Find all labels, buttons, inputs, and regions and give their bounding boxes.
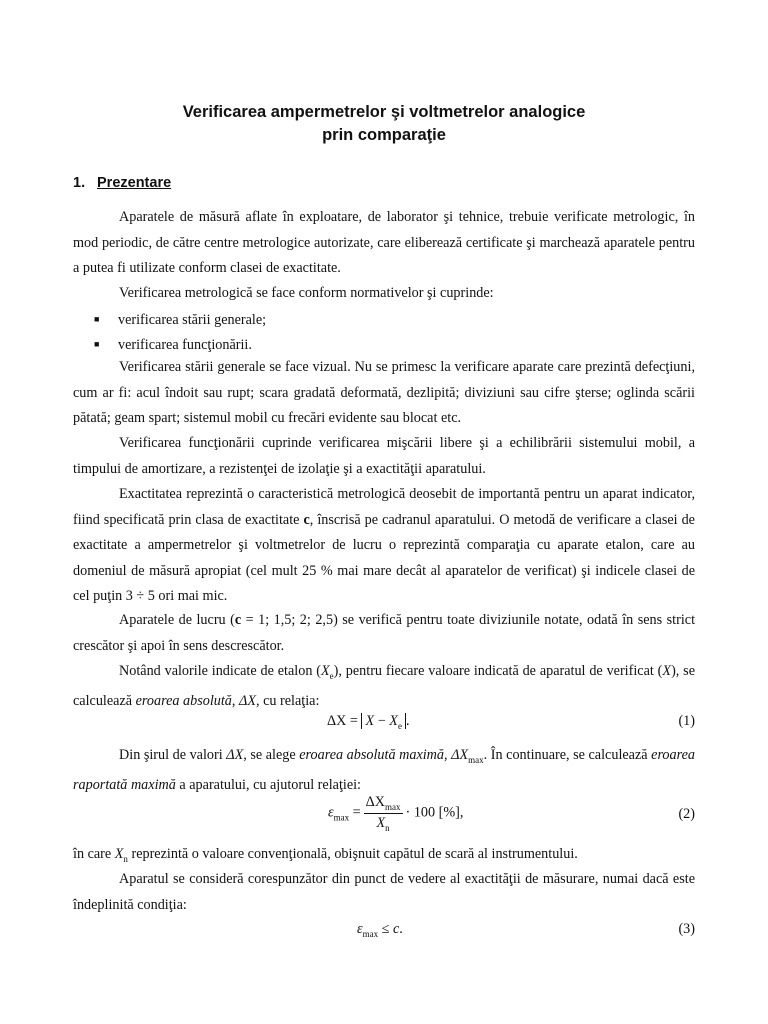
eq2-num: ΔX <box>365 794 386 810</box>
paragraph-1 <box>73 205 695 282</box>
eq2-epsilon: ε <box>328 804 334 821</box>
symbol-x: X <box>114 846 124 862</box>
eq1-xe: X <box>389 713 398 729</box>
paragraph-6-text: Aparatele de lucru ( <box>119 612 235 628</box>
eq1-equals: = <box>349 713 358 729</box>
symbol-delta-x: ΔX <box>451 747 469 763</box>
list-item <box>94 334 252 355</box>
eq1-lhs: ΔX <box>327 713 347 729</box>
eq3-end: . <box>399 921 403 937</box>
eq3-epsilon-sub: max <box>362 928 379 939</box>
eq3-le: ≤ <box>381 921 390 937</box>
equation-number: (1) <box>678 713 695 729</box>
paragraph-3 <box>73 355 695 432</box>
bullet-icon: ■ <box>94 314 100 324</box>
section-heading <box>73 173 171 193</box>
eq1-xe-sub: e <box>397 720 402 731</box>
paragraph-7 <box>73 659 695 715</box>
eq1-x: X <box>365 713 375 729</box>
paragraph-6 <box>73 608 695 659</box>
eq2-den-sub: n <box>385 822 390 833</box>
symbol-delta-x: ΔX <box>239 693 256 710</box>
paragraph-5-text: Exactitatea reprezintă o caracteristică metrologică deosebit de importantă pentru un aparat indicator, fiind specificată prin clasa de exactitate <box>73 486 695 528</box>
paragraph-9-text-end: reprezintă o valoare convenţională, obişnuit capătul de scară al instrumentului. <box>127 846 578 862</box>
term-absolute-error: eroarea absolută <box>135 693 232 710</box>
list-item-text: verificarea stării generale; <box>118 312 267 328</box>
title-line-2: prin comparaţie <box>322 126 446 144</box>
equation-number: (2) <box>678 806 695 822</box>
paragraph-6-text-cont: = 1; 1,5; 2; 2,5) se verifică pentru toate diviziunile notate, odată în sens strict crescător şi apoi în sens descrescător. <box>73 612 696 654</box>
subscript-e: e <box>329 670 334 681</box>
eq2-epsilon-sub: max <box>333 812 350 823</box>
list-item <box>94 309 266 330</box>
document-title <box>0 101 768 147</box>
eq2-times: · <box>405 804 411 821</box>
eq2-num-sub: max <box>385 801 401 812</box>
paragraph-8-text-cont: , se alege <box>243 747 300 763</box>
equation-3 <box>73 921 695 961</box>
eq1-minus: − <box>377 713 386 729</box>
paragraph-10-text: Aparatul se consideră corespunzător din punct de vedere al exactităţii de măsurare, numai dacă este îndeplinită condiţia: <box>73 871 695 913</box>
paragraph-5 <box>73 482 695 610</box>
paragraph-9-text: în care <box>73 846 115 862</box>
bullet-icon: ■ <box>94 339 100 349</box>
section-name: Prezentare <box>97 175 172 191</box>
equation-1-body <box>327 713 409 731</box>
term-max-absolute-error: eroarea absolută maximă <box>299 747 445 763</box>
separator: , <box>231 693 239 710</box>
paragraph-3-text: Verificarea stării generale se face vizual. Nu se primesc la verificare aparate care prezintă defecţiuni, cum ar fi: acul îndoit sau rupt; scara gradată deformată, dezlipită; diviziuni sau cifre şterse; oglinda scării pătată; geam spart; sistemul mobil cu frecări evidente sau blocat etc. <box>73 359 695 426</box>
equation-2 <box>73 794 695 834</box>
eq3-c: c <box>392 921 400 937</box>
equation-number: (3) <box>678 921 695 937</box>
title-line-1: Verificarea ampermetrelor şi voltmetrelor analogice <box>182 103 586 121</box>
symbol-x: X <box>320 663 330 679</box>
absolute-value <box>361 713 405 729</box>
class-symbol: c <box>303 511 310 528</box>
subscript-max: max <box>468 754 484 765</box>
paragraph-8-text-cont: . În continuare, se calculează <box>483 747 652 763</box>
eq2-equals: = <box>352 804 361 821</box>
class-symbol: c <box>234 612 242 628</box>
paragraph-7-text-cont: ), se calculează <box>73 663 695 710</box>
subscript-n: n <box>123 853 128 864</box>
eq3-epsilon: ε <box>357 921 363 937</box>
fraction <box>364 794 403 833</box>
paragraph-8-text-end: a aparatului, cu ajutorul relaţiei: <box>175 777 362 794</box>
paragraph-2-text: Verificarea metrologică se face conform normativelor şi cuprinde: <box>119 285 494 301</box>
symbol-delta-x: ΔX <box>226 747 244 763</box>
eq1-end: . <box>405 713 410 729</box>
eq2-unit: [%], <box>438 804 464 821</box>
paragraph-7-text: Notând valorile indicate de etalon ( <box>119 663 321 679</box>
paragraph-8 <box>73 743 695 799</box>
fraction-numerator <box>364 794 403 814</box>
eq2-hundred: 100 <box>413 804 436 821</box>
section-number: 1. <box>73 175 86 191</box>
paragraph-7-text-end: , cu relaţia: <box>256 693 320 710</box>
equation-2-body <box>328 794 463 833</box>
list-item-text: verificarea funcţionării. <box>118 337 252 353</box>
paragraph-7-text-cont: ), pentru fiecare valoare indicată de aparatul de verificat ( <box>333 663 663 679</box>
separator: , <box>444 747 452 763</box>
paragraph-5-text-cont: , înscrisă pe cadranul aparatului. O metodă de verificare a clasei de exactitate a ampermetrelor şi voltmetrelor de lucru o reprezintă comparaţia cu aparate etalon, care au domeniul de măsură apropiat (cel mult 25 % mai mare decât al aparatelor de verificat) şi indicele clasei de cel puţin 3 ÷ 5 ori mai mic. <box>73 511 695 604</box>
paragraph-1-text: Aparatele de măsură aflate în exploatare, de laborator şi tehnice, trebuie verificate metrologic, în mod periodic, de către centre metrologice autorizate, care eliberează certificate şi marchează aparatele pentru a putea fi utilizate conform clasei de exactitate. <box>73 209 695 276</box>
eq2-den: X <box>376 814 386 831</box>
paragraph-10 <box>73 867 695 918</box>
paragraph-4 <box>73 431 695 482</box>
paragraph-2 <box>73 281 695 307</box>
paragraph-4-text: Verificarea funcţionării cuprinde verificarea mişcării libere şi a echilibrării sistemului mobil, a timpului de amortizare, a rezistenţei de izolaţie şi a exactităţii aparatului. <box>73 435 695 477</box>
symbol-x: X <box>662 663 672 679</box>
equation-3-body <box>357 921 403 939</box>
paragraph-8-text: Din şirul de valori <box>119 747 227 763</box>
term-max-relative-error: eroarea raportată maximă <box>73 747 696 794</box>
fraction-denominator <box>364 814 403 833</box>
